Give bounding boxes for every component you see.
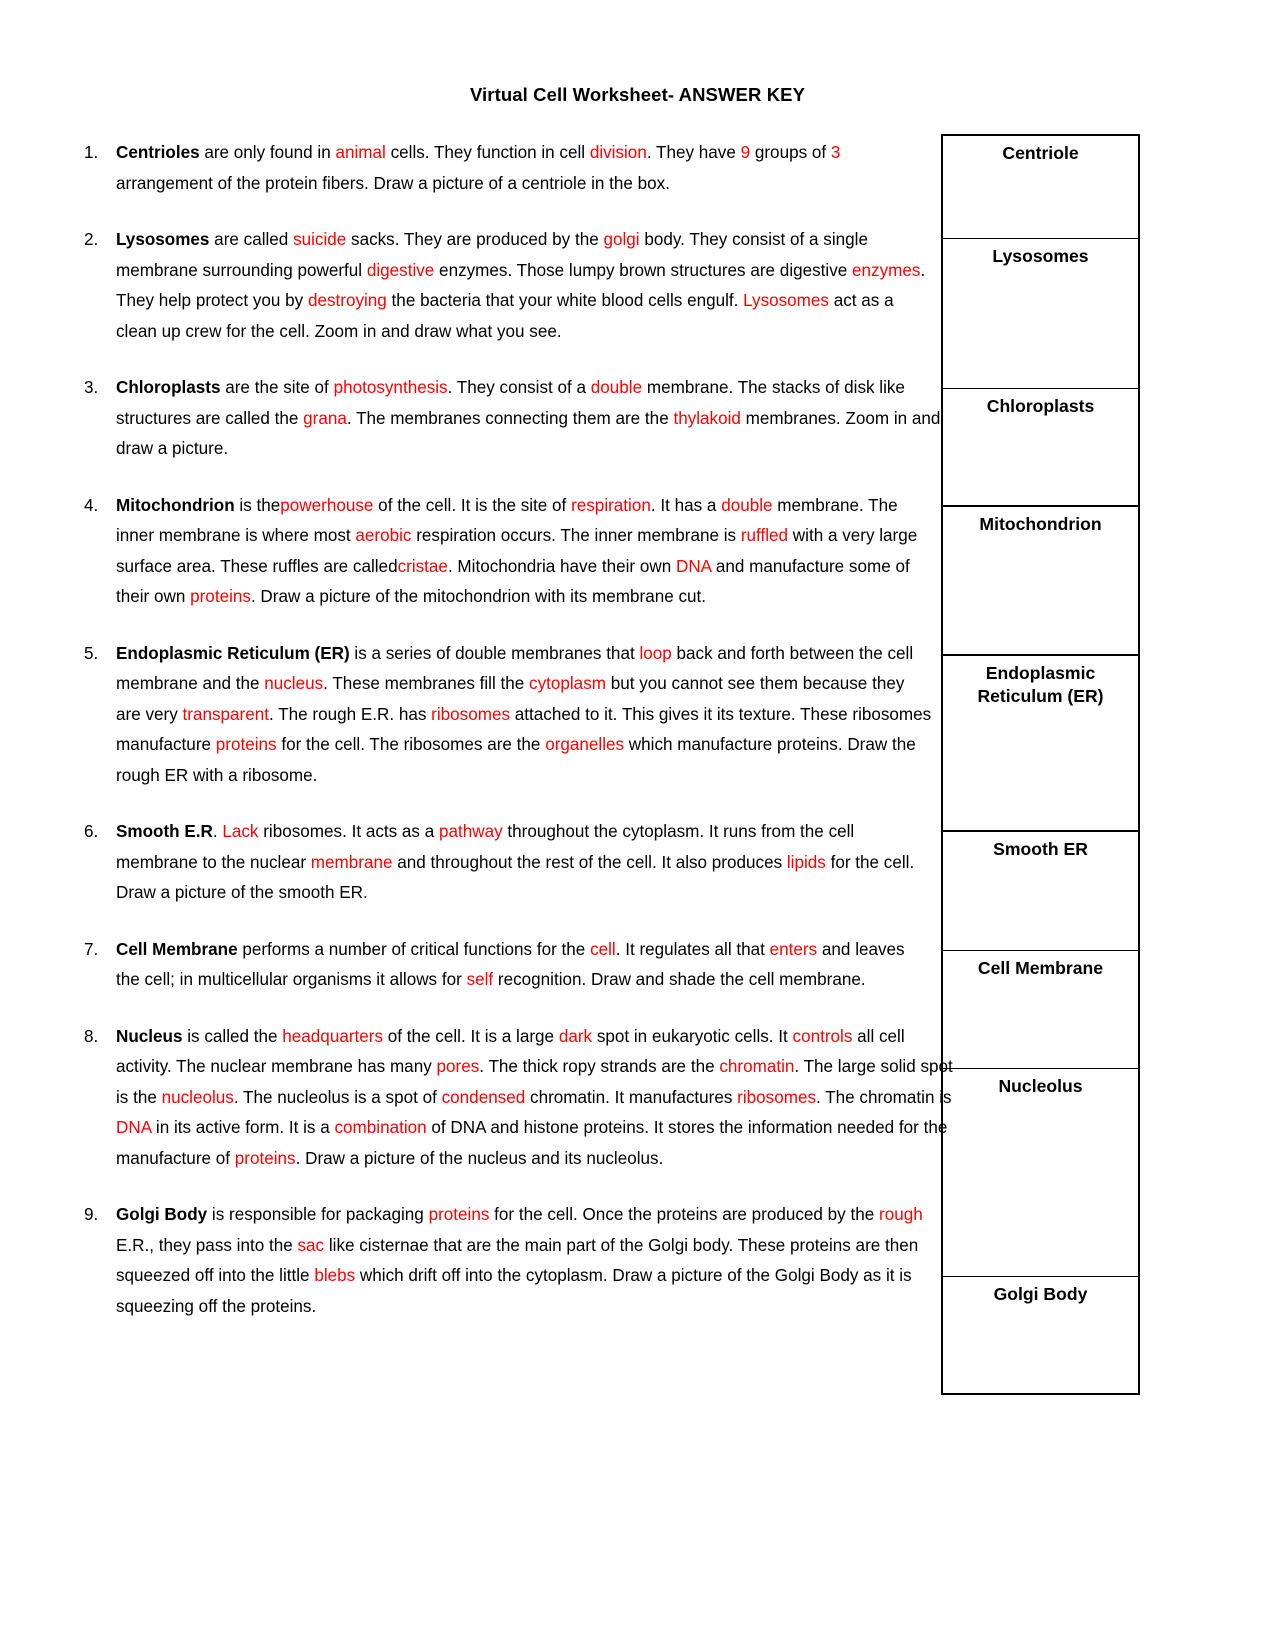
- answer-box-label: Nucleolus: [998, 1076, 1083, 1096]
- question-item: [84, 373, 941, 465]
- answer-blank-filled: cytoplasm: [529, 674, 606, 693]
- answer-blank-filled: sac: [297, 1235, 325, 1255]
- question-text-run: is a series of double membranes that: [349, 643, 640, 663]
- question-number: 6.: [84, 822, 99, 841]
- question-text-run: arrangement of the protein fibers. Draw a picture of a centriole in the box.: [116, 173, 670, 193]
- answer-blank-filled: membrane: [310, 852, 393, 872]
- answer-blank-filled: respiration: [571, 495, 651, 515]
- question-item: [84, 639, 932, 792]
- question-text-run: membrane. The inner membrane is where most: [116, 495, 898, 545]
- question-text-run: . The chromatin is: [816, 1087, 952, 1107]
- answer-blank-filled: self: [466, 970, 494, 989]
- question-text: [116, 1022, 954, 1175]
- answer-blank-filled: ribosomes: [737, 1087, 817, 1107]
- answer-blank-filled: cell: [590, 939, 616, 959]
- question-text-run: . The thick ropy strands are the: [479, 1057, 720, 1076]
- answer-blank-filled: suicide: [293, 230, 347, 249]
- question-text-run: is the: [234, 495, 281, 515]
- question-text-run: for the cell. The ribosomes are the: [276, 735, 546, 754]
- question-text-run: cells. They function in cell: [385, 143, 590, 162]
- question-text-run: . The membranes connecting them are the: [346, 408, 674, 428]
- answer-drawing-box[interactable]: [943, 1277, 1138, 1395]
- answer-blank-filled: condensed: [441, 1087, 526, 1107]
- answer-blank-filled: proteins: [190, 587, 251, 606]
- question-text: [116, 491, 934, 613]
- organelle-term: Centrioles: [116, 143, 200, 162]
- question-text-run: are called: [209, 230, 294, 249]
- question-text-run: . The large solid spot is the: [116, 1057, 953, 1107]
- question-text-run: back and forth between the cell membrane and the: [116, 643, 914, 693]
- question-text-run: like cisternae that are the main part of the Golgi body. These proteins are then squeezed off into the little: [116, 1235, 919, 1285]
- question-text-run: membrane. The stacks of disk like structures are called the: [116, 378, 905, 428]
- question-item: [84, 817, 932, 909]
- question-text-run: are only found in: [199, 143, 336, 162]
- answer-box-label: Smooth ER: [993, 839, 1088, 859]
- question-text-run: respiration occurs. The inner membrane is: [411, 526, 741, 545]
- answer-box-label: Endoplasmic Reticulum (ER): [977, 663, 1104, 706]
- answer-blank-filled: lipids: [786, 852, 826, 872]
- answer-blank-filled: enters: [769, 939, 818, 959]
- organelle-term: Cell Membrane: [116, 939, 238, 959]
- question-number: 3.: [84, 378, 99, 397]
- question-number: 8.: [84, 1026, 99, 1046]
- question-text-run: . It has a: [650, 495, 722, 515]
- question-text-run: all cell activity. The nuclear membrane has many: [116, 1026, 905, 1076]
- answer-blank-filled: division: [589, 143, 647, 162]
- answer-blank-filled: Lysosomes: [743, 291, 829, 310]
- question-text-run: body. They consist of a single membrane surrounding powerful: [116, 230, 868, 280]
- answer-blank-filled: pathway: [439, 822, 503, 841]
- answer-blank-filled: digestive: [366, 260, 435, 280]
- answer-blank-filled: powerhouse: [280, 495, 374, 515]
- answer-blank-filled: dark: [558, 1026, 593, 1046]
- question-number: 9.: [84, 1205, 99, 1224]
- question-number: 4.: [84, 495, 99, 515]
- question-text-run: .: [212, 822, 223, 841]
- organelle-term: Nucleus: [116, 1026, 183, 1046]
- question-text-run: attached to it. This gives it its texture. These ribosomes manufacture: [116, 704, 932, 754]
- organelle-term: Lysosomes: [116, 230, 210, 249]
- question-text-run: sacks. They are produced by the: [346, 230, 604, 249]
- answer-blank-filled: controls: [792, 1026, 853, 1046]
- answer-box-table: [941, 134, 1140, 1395]
- answer-blank-filled: nucleolus: [161, 1087, 234, 1107]
- question-text-run: E.R., they pass into the: [116, 1235, 298, 1255]
- question-item: [84, 1200, 932, 1322]
- answer-blank-filled: transparent: [182, 704, 269, 724]
- answer-blank-filled: nucleus: [264, 674, 324, 693]
- page-title: Virtual Cell Worksheet- ANSWER KEY: [469, 84, 806, 105]
- answer-blank-filled: grana: [303, 408, 347, 428]
- answer-blank-filled: proteins: [234, 1148, 296, 1168]
- question-text-run: . The rough E.R. has: [268, 704, 432, 724]
- answer-blank-filled: proteins: [215, 735, 277, 754]
- answer-drawing-box[interactable]: [943, 1069, 1138, 1277]
- answer-drawing-box[interactable]: [943, 136, 1138, 239]
- answer-box-label: Chloroplasts: [986, 396, 1095, 416]
- question-number: 5.: [84, 643, 99, 663]
- answer-blank-filled: destroying: [307, 291, 387, 310]
- question-text-run: . Draw a picture of the nucleus and its nucleolus.: [295, 1148, 664, 1168]
- answer-blank-filled: combination: [334, 1118, 427, 1137]
- answer-drawing-box[interactable]: [943, 656, 1138, 832]
- question-item: [84, 491, 932, 613]
- answer-blank-filled: rough: [879, 1205, 923, 1224]
- question-text-run: . These membranes fill the: [323, 674, 530, 693]
- question-text-run: is responsible for packaging: [207, 1205, 429, 1224]
- question-text-run: . They consist of a: [447, 378, 591, 397]
- question-text-run: the bacteria that your white blood cells engulf.: [386, 291, 744, 310]
- organelle-term: Mitochondrion: [116, 495, 235, 515]
- organelle-term: Endoplasmic Reticulum (ER): [116, 643, 350, 663]
- question-text-run: which drift off into the cytoplasm. Draw a picture of the Golgi Body as it is squeezing off the proteins.: [116, 1266, 912, 1316]
- question-text-run: . Mitochondria have their own: [447, 556, 676, 576]
- answer-blank-filled: ruffled: [740, 526, 789, 545]
- question-item: [84, 225, 932, 347]
- answer-drawing-box[interactable]: [943, 389, 1138, 507]
- answer-drawing-box[interactable]: [943, 239, 1138, 389]
- answer-box-label: Cell Membrane: [977, 958, 1104, 978]
- answer-box-label: Golgi Body: [993, 1284, 1088, 1304]
- answer-drawing-box[interactable]: [943, 951, 1138, 1069]
- question-text-run: is called the: [182, 1026, 283, 1046]
- question-list: [84, 138, 953, 1348]
- answer-drawing-box[interactable]: [943, 507, 1138, 656]
- question-text: [116, 1200, 964, 1322]
- question-text-run: of the cell. It is a large: [383, 1026, 559, 1046]
- question-text-run: spot in eukaryotic cells. It: [592, 1026, 793, 1046]
- question-number: 1.: [84, 143, 99, 162]
- answer-blank-filled: headquarters: [282, 1026, 384, 1046]
- question-text-run: act as a clean up crew for the cell. Zoom in and draw what you see.: [116, 291, 894, 341]
- answer-blank-filled: animal: [335, 143, 386, 162]
- question-number: 2.: [84, 230, 99, 249]
- question-text-run: . They have: [646, 143, 741, 162]
- question-text-run: for the cell. Draw a picture of the smooth ER.: [116, 852, 915, 902]
- answer-blank-filled: golgi: [603, 230, 640, 249]
- organelle-term: Chloroplasts: [116, 378, 221, 397]
- question-text-run: . It regulates all that: [615, 939, 770, 959]
- question-text-run: . They help protect you by: [116, 260, 926, 310]
- question-text-run: membranes. Zoom in and draw a picture.: [116, 408, 941, 458]
- answer-box-label: Lysosomes: [992, 246, 1089, 266]
- question-text: [116, 639, 932, 792]
- question-text-run: chromatin. It manufactures: [525, 1087, 738, 1107]
- organelle-term: Smooth E.R: [116, 822, 213, 841]
- question-text-run: and manufacture some of their own: [116, 556, 910, 606]
- answer-blank-filled: aerobic: [355, 526, 412, 545]
- question-text-run: are the site of: [220, 378, 334, 397]
- question-text-run: enzymes. Those lumpy brown structures are digestive: [434, 260, 853, 280]
- answer-blank-filled: Lack: [222, 822, 259, 841]
- question-text-run: . The nucleolus is a spot of: [233, 1087, 442, 1107]
- question-text: [116, 373, 948, 465]
- question-text: [116, 138, 926, 199]
- question-item: [84, 935, 932, 996]
- answer-blank-filled: blebs: [314, 1266, 356, 1285]
- answer-drawing-box[interactable]: [943, 832, 1138, 951]
- question-text-run: which manufacture proteins. Draw the rough ER with a ribosome.: [116, 735, 916, 785]
- answer-blank-filled: 3: [830, 143, 841, 162]
- question-text: [116, 817, 916, 909]
- answer-blank-filled: loop: [639, 643, 672, 663]
- answer-blank-filled: DNA: [116, 1118, 152, 1137]
- answer-box-label: Mitochondrion: [979, 514, 1102, 534]
- question-text-run: and leaves the cell; in multicellular organisms it allows for: [116, 939, 905, 989]
- answer-blank-filled: enzymes: [852, 260, 921, 280]
- question-item: [84, 1022, 953, 1175]
- question-text: [116, 225, 938, 347]
- answer-blank-filled: pores: [436, 1057, 480, 1076]
- answer-blank-filled: photosynthesis: [333, 378, 448, 397]
- answer-blank-filled: 9: [740, 143, 751, 162]
- question-item: [84, 138, 932, 199]
- question-number: 7.: [84, 939, 99, 959]
- answer-blank-filled: DNA: [675, 556, 712, 576]
- answer-box-label: Centriole: [1002, 143, 1079, 163]
- question-text-run: in its active form. It is a: [151, 1118, 335, 1137]
- question-text-run: ribosomes. It acts as a: [258, 822, 439, 841]
- question-text-run: of DNA and histone proteins. It stores the information needed for the manufacture of: [116, 1118, 948, 1168]
- question-text-run: and throughout the rest of the cell. It also produces: [392, 852, 787, 872]
- question-text-run: but you cannot see them because they are very: [116, 674, 905, 724]
- question-text-run: recognition. Draw and shade the cell membrane.: [493, 970, 866, 989]
- question-text-run: throughout the cytoplasm. It runs from the cell membrane to the nuclear: [116, 822, 855, 872]
- question-text-run: performs a number of critical functions for the: [237, 939, 591, 959]
- question-text-run: groups of: [750, 143, 831, 162]
- answer-blank-filled: organelles: [545, 735, 625, 754]
- question-text-run: for the cell. Once the proteins are produced by the: [489, 1205, 879, 1224]
- answer-blank-filled: proteins: [428, 1205, 490, 1224]
- answer-blank-filled: chromatin: [719, 1057, 795, 1076]
- answer-blank-filled: thylakoid: [673, 408, 741, 428]
- question-text-run: of the cell. It is the site of: [373, 495, 572, 515]
- answer-blank-filled: cristae: [397, 556, 448, 576]
- answer-blank-filled: ribosomes: [431, 704, 511, 724]
- question-text-run: . Draw a picture of the mitochondrion with its membrane cut.: [250, 587, 707, 606]
- question-text-run: with a very large surface area. These ruffles are called: [116, 526, 918, 576]
- organelle-term: Golgi Body: [116, 1205, 208, 1224]
- answer-blank-filled: double: [721, 495, 773, 515]
- answer-blank-filled: double: [590, 378, 643, 397]
- question-text: [116, 935, 906, 996]
